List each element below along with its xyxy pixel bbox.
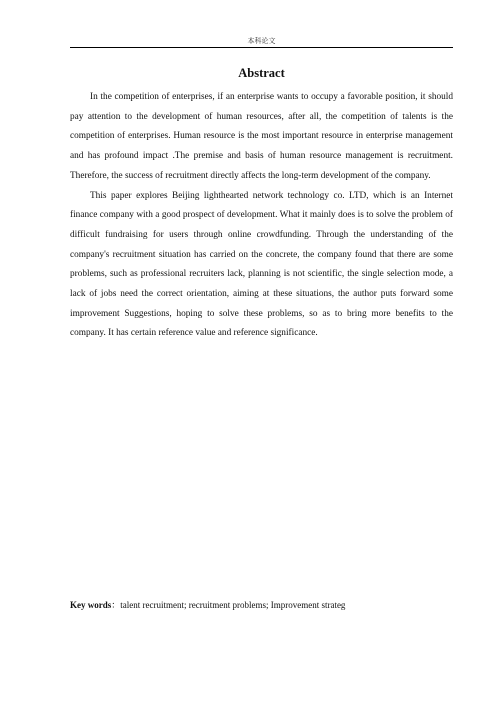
keywords-text: talent recruitment; recruitment problems; Improvement strateg (120, 600, 346, 610)
abstract-paragraph-1: In the competition of enterprises, if an enterprise wants to occupy a favorable position, it should pay attention to the development of human resources, after all, the competition of talents is the competition of enterprises. Human resource is the most important resource in enterprise management and has profound impact .The premise and basis of human resource management is recruitment. Therefore, the success of recruitment directly affects the long-term development of the company. (70, 92, 453, 181)
abstract-body (70, 88, 453, 344)
keywords-line (70, 598, 453, 612)
page-header: 本科论文 (247, 37, 276, 45)
header-divider (70, 47, 453, 48)
keywords-separator: ： (111, 600, 121, 610)
abstract-title: Abstract (238, 66, 285, 80)
abstract-paragraph-2: This paper explores Beijing lighthearted network technology co. LTD, which is an Internet finance company with a good prospect of development. What it mainly does is to solve the problem of difficult fundraising for users through online crowdfunding. Through the understanding of the company's recruitment situation has carried on the concrete, the company found that there are some problems, such as professional recruiters lack, planning is not scientific, the single selection mode, a lack of jobs need the correct orientation, aiming at these situations, the author puts forward some improvement Suggestions, hoping to solve these problems, so as to bring more benefits to the company. It has certain reference value and reference significance. (70, 190, 453, 339)
keywords-label: Key words (70, 600, 112, 610)
